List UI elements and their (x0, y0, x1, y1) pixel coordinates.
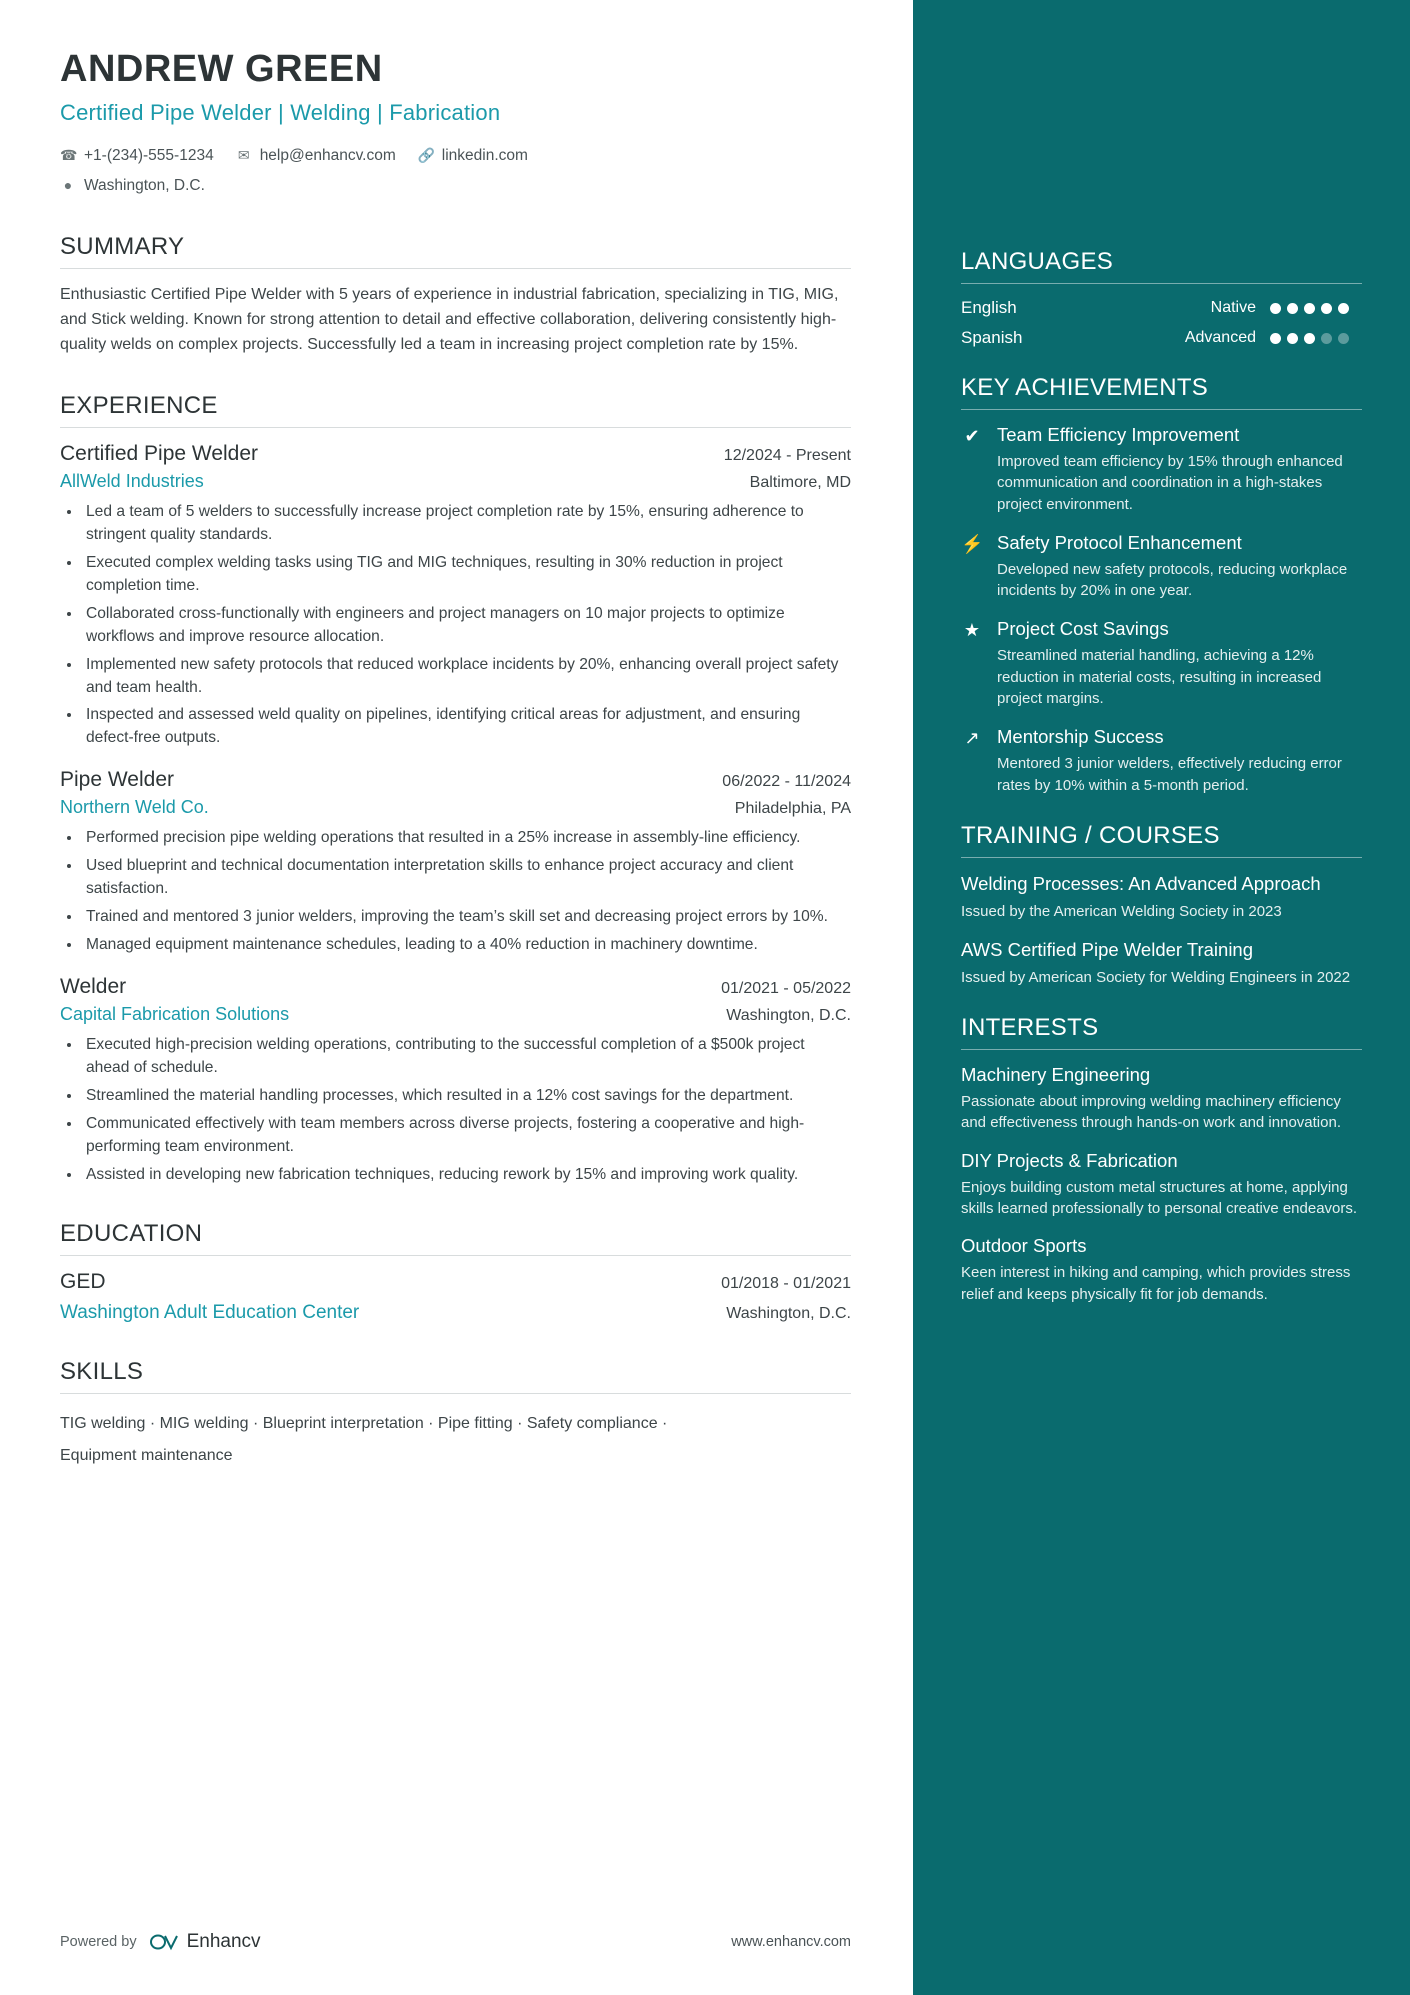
education-title: EDUCATION (60, 1220, 203, 1248)
powered-by-block (60, 1931, 261, 1953)
rocket-icon: ↗ (964, 728, 980, 749)
job-bullet: • Managed equipment maintenance schedules, leading to a 40% reduction in machinery downtime. (82, 934, 851, 957)
rating-dot (1338, 303, 1349, 314)
language-name: Spanish (961, 328, 1023, 347)
contact-email-text: help@enhancv.com (259, 146, 396, 164)
skills-divider (60, 1393, 851, 1394)
candidate-name: ANDREW GREEN (60, 48, 383, 90)
experience-item (60, 768, 851, 957)
training-item (961, 872, 1362, 922)
language-rating-dots (1270, 333, 1362, 344)
job-location: Baltimore, MD (749, 474, 851, 492)
job-bullet: • Performed precision pipe welding operations that resulted in a 25% increase in assembly-line efficiency. (82, 827, 851, 850)
summary-divider (60, 268, 851, 269)
contact-email[interactable] (236, 143, 396, 169)
section-experience (60, 392, 851, 1186)
interest-item-description: Enjoys building custom metal structures at home, applying skills learned professionally to personal creative endeavors. (961, 1178, 1358, 1217)
education-location: Washington, D.C. (726, 1305, 851, 1323)
link-icon: 🔗 (417, 146, 436, 163)
summary-text: Enthusiastic Certified Pipe Welder with 5 years of experience in industrial fabrication, specializing in TIG, MIG, and Stick welding. Known for strong attention to detail and effective collaboration, delivering consistently high-quality welds on complex projects. Successfully led a team in increasing project completion rate by 15%. (60, 286, 839, 354)
rating-dot (1338, 333, 1349, 344)
achievement-description: Mentored 3 junior welders, effectively reducing error rates by 10% within a 5-month period. (997, 755, 1342, 794)
lightning-icon: ⚡ (961, 533, 984, 554)
rating-dot (1287, 303, 1298, 314)
powered-by-label: Powered by (60, 1934, 137, 1950)
achievement-description: Developed new safety protocols, reducing workplace incidents by 20% in one year. (997, 560, 1348, 600)
job-company[interactable]: Capital Fabrication Solutions (60, 1003, 290, 1024)
education-school[interactable]: Washington Adult Education Center (60, 1302, 360, 1324)
sidebar-spacer (961, 0, 1362, 248)
rating-dot (1287, 333, 1298, 344)
achievement-title: Mentorship Success (997, 726, 1164, 748)
section-key-achievements (961, 374, 1362, 796)
skills-line-2: Equipment maintenance (60, 1447, 233, 1465)
education-date: 01/2018 - 01/2021 (721, 1275, 851, 1293)
job-date: 12/2024 - Present (723, 447, 851, 465)
skills-line-1: TIG welding · MIG welding · Blueprint interpretation · Pipe fitting · Safety compliance · (60, 1415, 668, 1433)
language-level: Native (1210, 299, 1256, 316)
achievement-item (961, 726, 1362, 796)
enhancv-brand-text: Enhancv (186, 1931, 261, 1952)
rating-dot (1304, 333, 1315, 344)
interest-item-title: DIY Projects & Fabrication (961, 1149, 1178, 1171)
job-bullets (60, 1034, 851, 1187)
job-location: Washington, D.C. (726, 1006, 851, 1024)
training-item-description: Issued by American Society for Welding Engineers in 2022 (961, 969, 1351, 987)
job-bullet: • Inspected and assessed weld quality on pipelines, identifying critical areas for adjustment, and ensuring defect-free outputs. (82, 704, 851, 750)
sidebar (913, 0, 1410, 1995)
experience-item (60, 442, 851, 750)
job-bullet: • Collaborated cross-functionally with engineers and project managers on 10 major projects to optimize workflows and improve resource allocation. (82, 603, 851, 649)
section-training (961, 822, 1362, 988)
job-title: Certified Pipe Welder (60, 442, 259, 466)
language-rating-dots (1270, 303, 1362, 314)
candidate-headline: Certified Pipe Welder | Welding | Fabrication (60, 99, 501, 125)
section-interests (961, 1014, 1362, 1305)
achievement-title: Project Cost Savings (997, 618, 1169, 640)
achievements-title: KEY ACHIEVEMENTS (961, 374, 1209, 401)
job-bullet: • Assisted in developing new fabrication techniques, reducing rework by 15% and improving work quality. (82, 1164, 851, 1187)
training-item-description: Issued by the American Welding Society in 2023 (961, 903, 1282, 921)
interest-item (961, 1235, 1362, 1305)
education-item (60, 1270, 851, 1324)
section-skills (60, 1358, 851, 1472)
rating-dot (1270, 303, 1281, 314)
achievement-item (961, 618, 1362, 709)
interest-item-title: Outdoor Sports (961, 1235, 1087, 1257)
enhancv-mark-icon (150, 1933, 180, 1951)
job-date: 06/2022 - 11/2024 (722, 773, 851, 791)
rating-dot (1321, 333, 1332, 344)
experience-divider (60, 427, 851, 428)
job-company[interactable]: Northern Weld Co. (60, 797, 209, 818)
training-title: TRAINING / COURSES (961, 821, 1220, 849)
contact-location-text: Washington, D.C. (84, 176, 205, 194)
language-level: Advanced (1184, 329, 1256, 346)
phone-icon: ☎ (60, 146, 78, 163)
job-bullets (60, 501, 851, 750)
achievement-title: Safety Protocol Enhancement (997, 531, 1242, 553)
section-education (60, 1220, 851, 1324)
job-bullet: • Communicated effectively with team members across diverse projects, fostering a cooperative and high-performing team environment. (82, 1113, 851, 1159)
check-icon: ✔ (964, 426, 980, 446)
job-title: Welder (60, 974, 127, 998)
achievement-description: Streamlined material handling, achieving a 12% reduction in material costs, resulting in increased project margins. (997, 647, 1322, 708)
rating-dot (1304, 303, 1315, 314)
education-degree: GED (60, 1270, 106, 1294)
training-divider (961, 857, 1362, 858)
achievements-divider (961, 409, 1362, 410)
enhancv-logo[interactable] (150, 1931, 261, 1953)
languages-divider (961, 283, 1362, 284)
contact-linkedin-text: linkedin.com (441, 146, 528, 164)
training-item-title: AWS Certified Pipe Welder Training (961, 939, 1254, 961)
experience-title: EXPERIENCE (60, 392, 218, 420)
language-name: English (961, 298, 1017, 317)
contact-second-line (60, 173, 851, 199)
contact-list (60, 143, 851, 200)
training-item (961, 938, 1362, 988)
section-summary (60, 233, 851, 358)
location-icon: ● (63, 177, 73, 194)
education-divider (60, 1255, 851, 1256)
interest-item (961, 1064, 1362, 1134)
training-item-title: Welding Processes: An Advanced Approach (961, 872, 1321, 894)
job-bullet: • Trained and mentored 3 junior welders, improving the team’s skill set and decreasing project errors by 10%. (82, 906, 851, 929)
page-footer (60, 1931, 851, 1953)
job-bullet: • Streamlined the material handling processes, which resulted in a 12% cost savings for the department. (82, 1085, 851, 1108)
job-bullets (60, 827, 851, 957)
interest-item (961, 1150, 1362, 1220)
footer-url[interactable]: www.enhancv.com (731, 1934, 851, 1950)
contact-phone-text: +1-(234)-555-1234 (84, 146, 214, 164)
skills-title: SKILLS (60, 1358, 144, 1386)
achievement-title: Team Efficiency Improvement (997, 424, 1240, 445)
interests-divider (961, 1049, 1362, 1050)
summary-title: SUMMARY (60, 233, 185, 261)
job-bullet: • Executed high-precision welding operations, contributing to the successful completion of a $500k project ahead of schedule. (82, 1034, 851, 1080)
job-bullet: • Used blueprint and technical documentation interpretation skills to enhance project accuracy and client satisfaction. (82, 855, 851, 901)
interests-title: INTERESTS (961, 1014, 1099, 1042)
contact-phone[interactable] (60, 143, 214, 169)
rating-dot (1270, 333, 1281, 344)
contact-linkedin[interactable] (418, 143, 528, 169)
experience-item (60, 975, 851, 1187)
rating-dot (1321, 303, 1332, 314)
star-icon: ★ (963, 620, 981, 641)
contact-location (60, 173, 205, 199)
languages-title: LANGUAGES (961, 248, 1114, 275)
language-item (961, 328, 1362, 348)
interest-item-description: Passionate about improving welding machinery efficiency and effectiveness through hands-on work and innovation. (961, 1093, 1341, 1132)
job-date: 01/2021 - 05/2022 (721, 979, 851, 997)
achievement-description: Improved team efficiency by 15% through enhanced communication and coordination in a high-stakes project environment. (997, 453, 1343, 513)
job-company[interactable]: AllWeld Industries (60, 471, 204, 492)
job-bullet: • Implemented new safety protocols that reduced workplace incidents by 20%, enhancing overall project safety and team health. (82, 654, 851, 700)
job-location: Philadelphia, PA (734, 800, 851, 818)
job-title: Pipe Welder (60, 768, 175, 792)
interest-item-title: Machinery Engineering (961, 1064, 1151, 1086)
achievement-item (961, 532, 1362, 602)
interest-item-description: Keen interest in hiking and camping, which provides stress relief and keeps physically fit for job demands. (961, 1264, 1351, 1303)
job-bullet: • Led a team of 5 welders to successfully increase project completion rate by 15%, ensuring adherence to stringent quality standards. (82, 501, 851, 547)
job-bullet: • Executed complex welding tasks using TIG and MIG techniques, resulting in 30% reduction in project completion time. (82, 552, 851, 598)
email-icon: ✉ (237, 146, 250, 163)
section-languages (961, 248, 1362, 348)
language-item (961, 298, 1362, 318)
achievement-item (961, 424, 1362, 515)
